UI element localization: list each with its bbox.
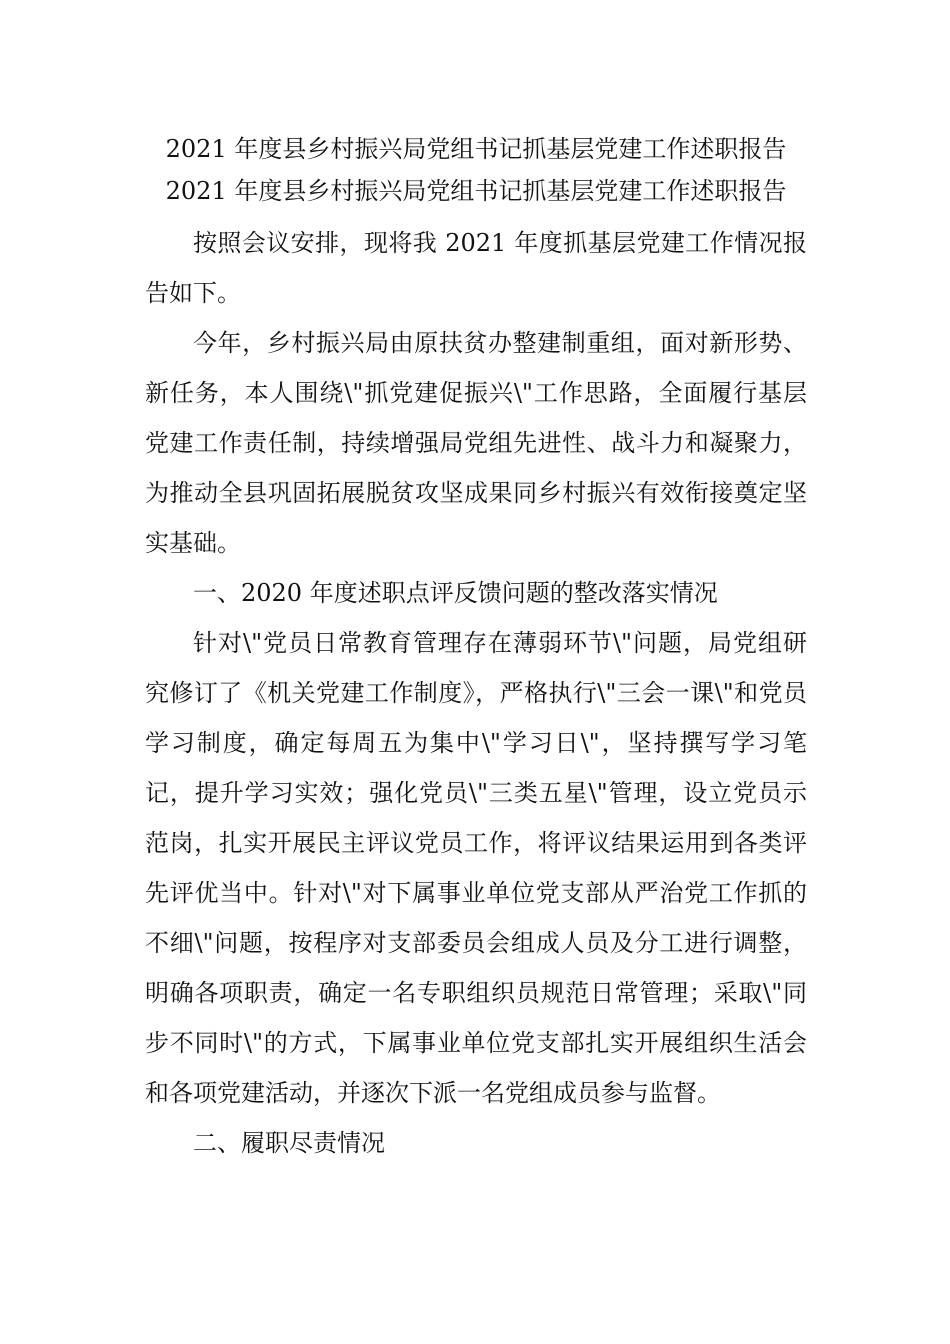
- document-title: 2021 年度县乡村振兴局党组书记抓基层党建工作述职报告: [165, 135, 787, 163]
- overview-paragraph: 今年，乡村振兴局由原扶贫办整建制重组，面对新形势、新任务，本人围绕\"抓党建促振兴\"工作思路，全面履行基层党建工作责任制，持续增强局党组先进性、战斗力和凝聚力，为推动全县巩固拓展脱贫攻坚成果同乡村振兴有效衔接奠定坚实基础。: [145, 329, 807, 557]
- section-heading-2: 二、履职尽责情况: [193, 1129, 385, 1157]
- document-title-repeat: 2021 年度县乡村振兴局党组书记抓基层党建工作述职报告: [165, 177, 787, 205]
- section-heading-1: 一、2020 年度述职点评反馈问题的整改落实情况: [193, 579, 718, 607]
- rectification-paragraph: 针对\"党员日常教育管理存在薄弱环节\"问题，局党组研究修订了《机关党建工作制度》，严格执行\"三会一课\"和党员学习制度，确定每周五为集中\"学习日\"，坚持撰写学习笔记，提升学习实效；强化党员\"三类五星\"管理，设立党员示范岗，扎实开展民主评议党员工作，将评议结果运用到各类评先评优当中。针对\"对下属事业单位党支部从严治党工作抓的不细\"问题，按程序对支部委员会组成人员及分工进行调整，明确各项职责，确定一名专职组织员规范日常管理；采取\"同步不同时\"的方式，下属事业单位党支部扎实开展组织生活会和各项党建活动，并逐次下派一名党组成员参与监督。: [145, 629, 807, 1107]
- title-block: [145, 128, 807, 212]
- intro-paragraph: 按照会议安排，现将我 2021 年度抓基层党建工作情况报告如下。: [145, 229, 807, 307]
- document-page: [145, 128, 807, 1168]
